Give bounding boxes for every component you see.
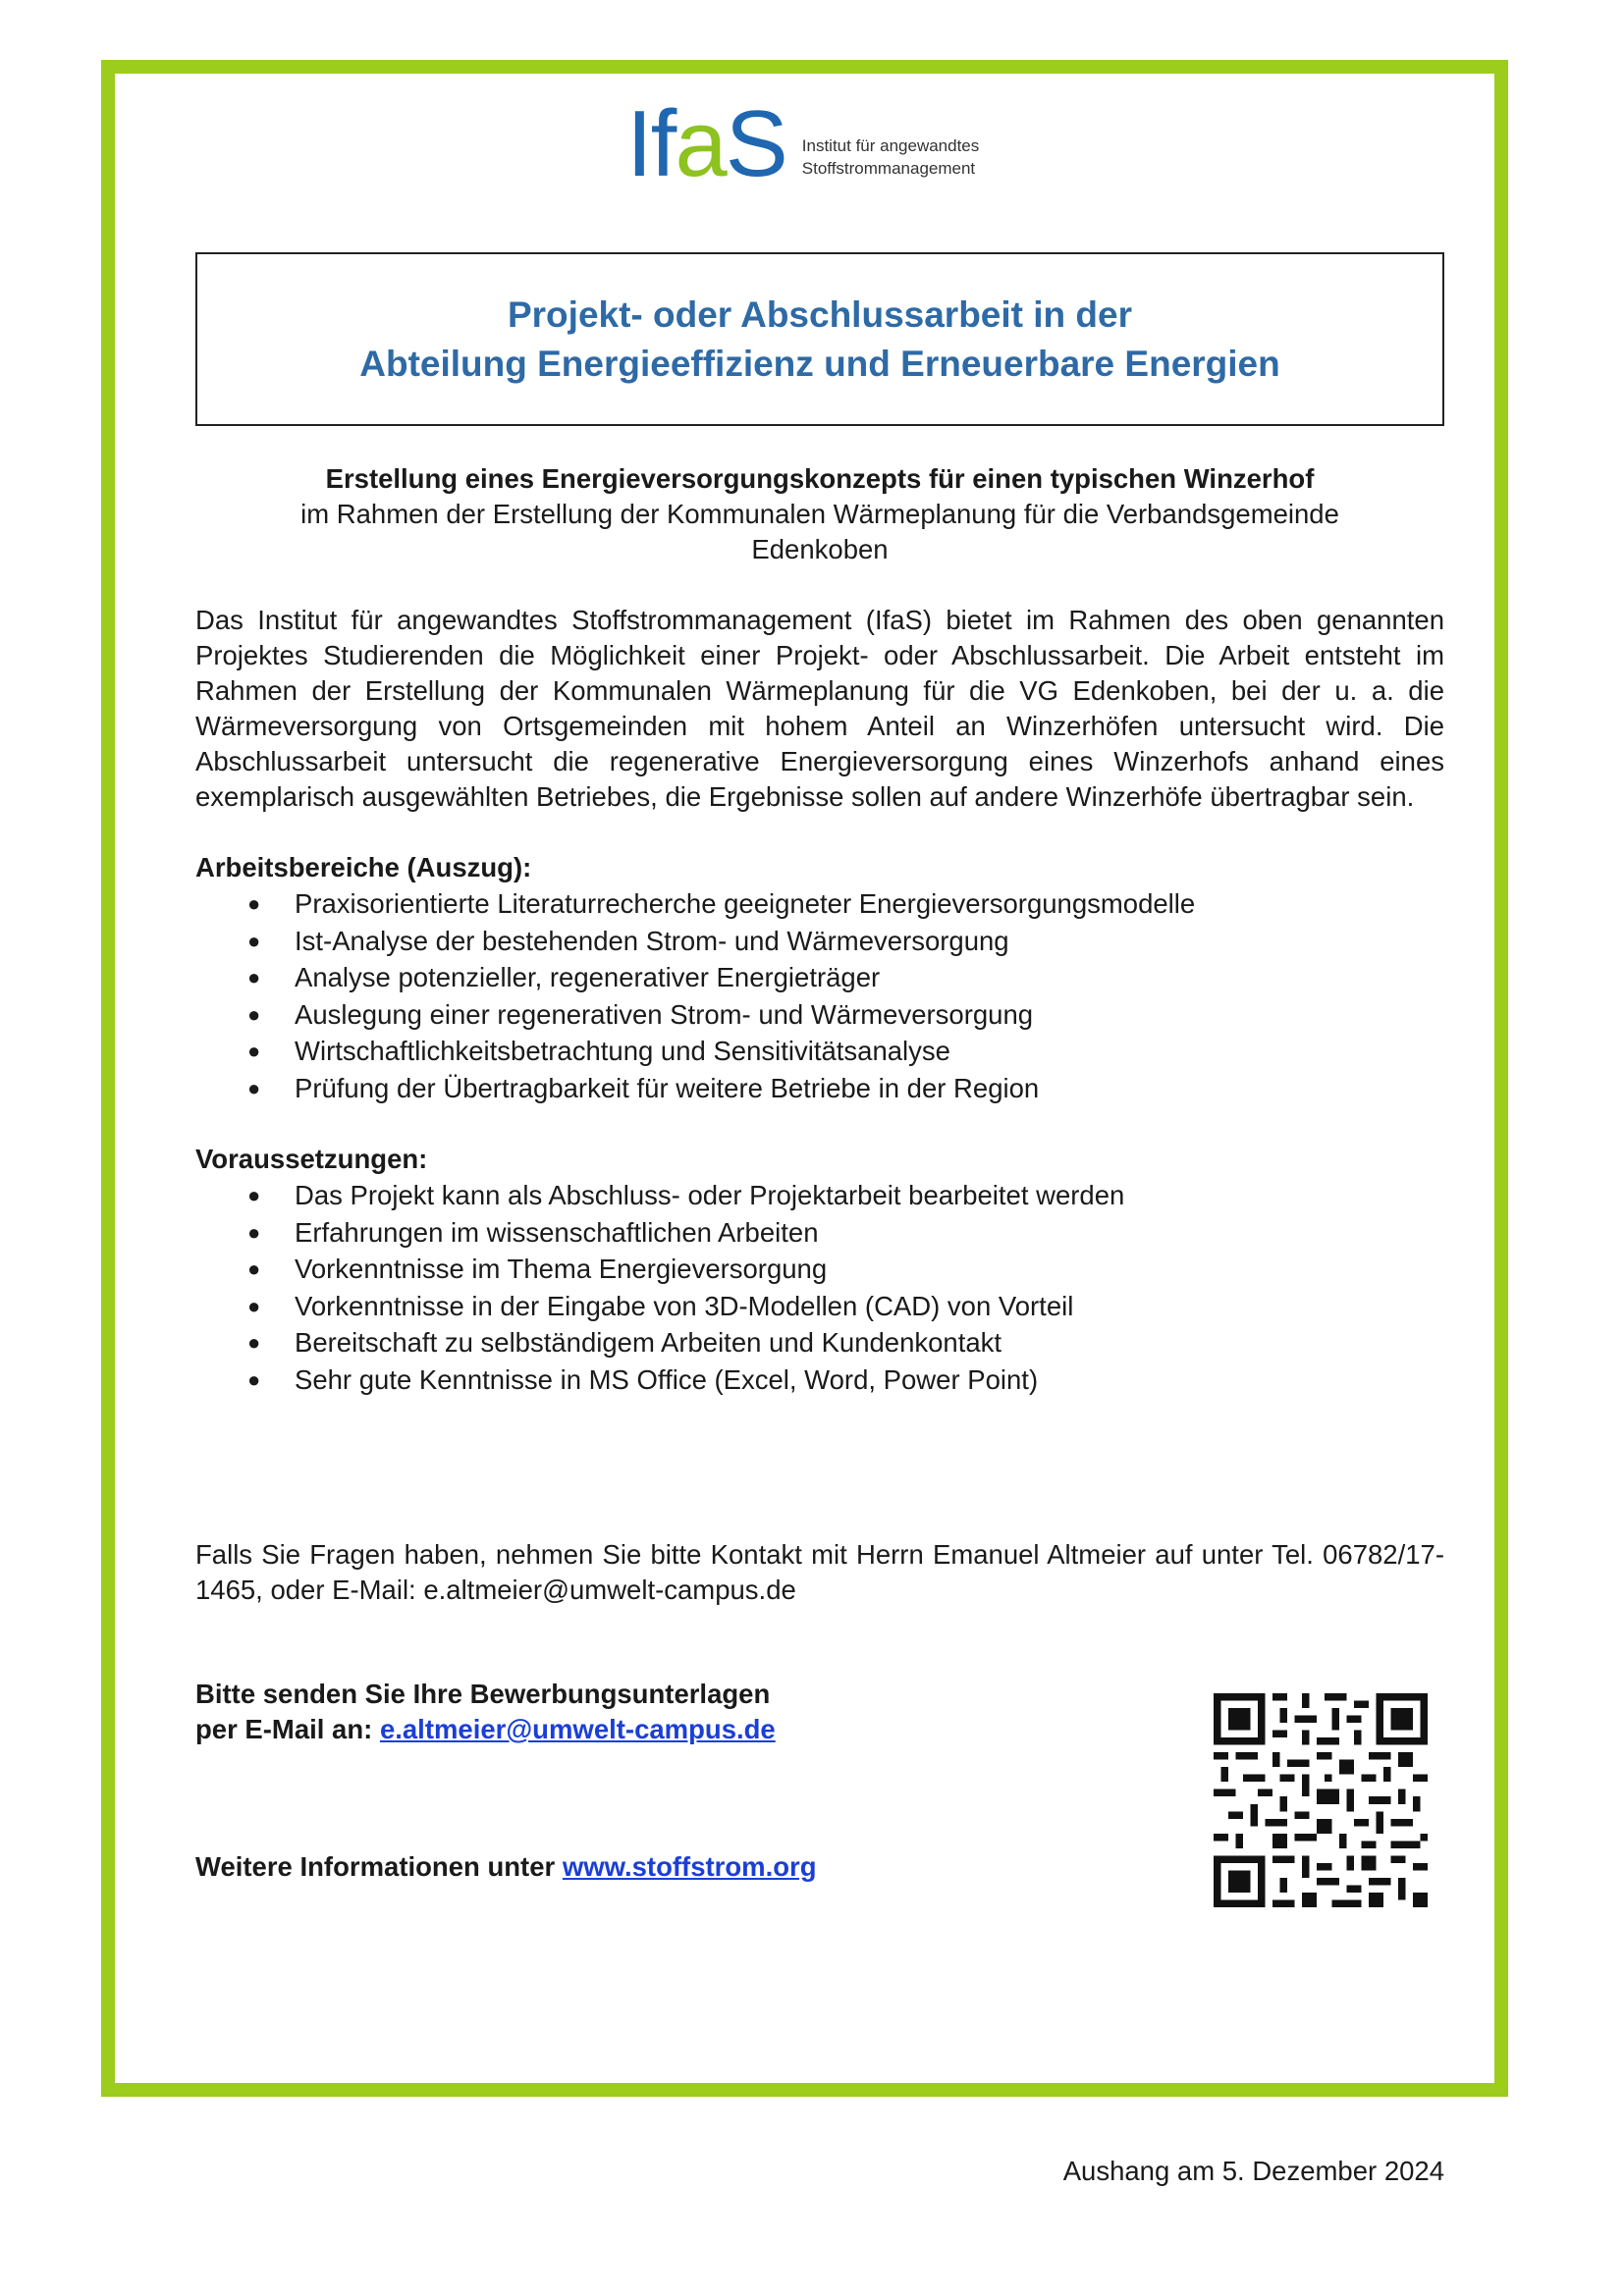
list-item bbox=[195, 1214, 1444, 1252]
subtitle-heading: Erstellung eines Energieversorgungskonzepts für einen typischen Winzerhof bbox=[325, 463, 1315, 494]
bullet-icon: ● bbox=[247, 1219, 261, 1245]
list-item bbox=[195, 1033, 1444, 1070]
list-item bbox=[195, 1362, 1444, 1399]
bullet-icon: ● bbox=[247, 1001, 261, 1027]
list-item-text: Prüfung der Übertragbarkeit für weitere Betriebe in der Region bbox=[295, 1072, 1040, 1103]
requirements-list bbox=[195, 1177, 1444, 1398]
bullet-icon: ● bbox=[247, 965, 261, 989]
qr-code-icon bbox=[1214, 1693, 1428, 1907]
more-info bbox=[195, 1849, 817, 1885]
more-info-prefix: Weitere Informationen unter bbox=[195, 1851, 563, 1882]
logo-subtitle-line2: Stoffstrommanagement bbox=[801, 159, 976, 178]
logo-subtitle-line1: Institut für angewandtes bbox=[801, 136, 980, 155]
apply-email-link[interactable]: e.altmeier@umwelt-campus.de bbox=[379, 1714, 776, 1744]
list-item-text: Vorkenntnisse in der Eingabe von 3D-Modellen (CAD) von Vorteil bbox=[295, 1290, 1074, 1321]
list-item bbox=[195, 885, 1444, 923]
list-item-text: Sehr gute Kenntnisse in MS Office (Excel, Word, Power Point) bbox=[295, 1363, 1039, 1395]
contact-paragraph: Falls Sie Fragen haben, nehmen Sie bitte Kontakt mit Herrn Emanuel Altmeier auf unter Tel. 06782/17-1465, oder E-Mail: e.altmeier@umwelt-campus.de bbox=[195, 1539, 1444, 1605]
logo-part-s: S bbox=[725, 91, 786, 196]
bullet-icon: ● bbox=[247, 1366, 261, 1392]
list-item bbox=[195, 1251, 1444, 1288]
list-item-text: Analyse potenzieller, regenerativer Energieträger bbox=[295, 962, 881, 992]
list-item-text: Wirtschaftlichkeitsbetrachtung und Sensitivitätsanalyse bbox=[295, 1036, 950, 1066]
ifas-logo bbox=[626, 90, 979, 198]
tasks-list bbox=[195, 885, 1444, 1106]
list-item bbox=[195, 1324, 1444, 1362]
list-item bbox=[195, 1177, 1444, 1214]
list-item-text: Erfahrungen im wissenschaftlichen Arbeiten bbox=[295, 1216, 819, 1248]
list-item bbox=[195, 923, 1444, 960]
title-line-2: Abteilung Energieeffizienz und Erneuerbare Energien bbox=[359, 343, 1280, 384]
logo-mark bbox=[626, 91, 786, 196]
list-item bbox=[195, 996, 1444, 1034]
title-box bbox=[195, 252, 1444, 426]
apply-prefix: per E-Mail an: bbox=[195, 1714, 380, 1744]
bullet-icon: ● bbox=[247, 891, 261, 916]
bullet-icon: ● bbox=[247, 1183, 261, 1207]
bullet-icon: ● bbox=[247, 1256, 261, 1281]
subtitle-line-3: Edenkoben bbox=[751, 534, 889, 564]
project-subtitle bbox=[195, 461, 1444, 567]
logo-subtitle bbox=[802, 134, 980, 180]
list-item-text: Ist-Analyse der bestehenden Strom- und Wärmeversorgung bbox=[295, 925, 1009, 956]
list-item-text: Auslegung einer regenerativen Strom- und Wärmeversorgung bbox=[295, 998, 1034, 1030]
tasks-heading: Arbeitsbereiche (Auszug): bbox=[195, 852, 532, 882]
title-line-1: Projekt- oder Abschlussarbeit in der bbox=[507, 294, 1132, 335]
list-item-text: Vorkenntnisse im Thema Energieversorgung bbox=[295, 1254, 828, 1284]
application-info bbox=[195, 1677, 776, 1747]
list-item bbox=[195, 1070, 1444, 1107]
list-item-text: Praxisorientierte Literaturrecherche geeigneter Energieversorgungsmodelle bbox=[295, 888, 1196, 919]
main-content bbox=[195, 461, 1444, 1398]
subtitle-line-2: im Rahmen der Erstellung der Kommunalen Wärmeplanung für die Verbandsgemeinde bbox=[300, 499, 1339, 529]
apply-line-1: Bitte senden Sie Ihre Bewerbungsunterlagen bbox=[195, 1679, 771, 1709]
requirements-heading: Voraussetzungen: bbox=[195, 1144, 428, 1174]
logo-part-a: a bbox=[675, 91, 726, 196]
bullet-icon: ● bbox=[247, 1293, 261, 1318]
logo-part-if: If bbox=[626, 91, 676, 196]
list-item bbox=[195, 1288, 1444, 1325]
website-link[interactable]: www.stoffstrom.org bbox=[562, 1851, 817, 1882]
intro-paragraph: Das Institut für angewandtes Stoffstrommanagement (IfaS) bietet im Rahmen des oben genannten Projektes Studierenden die Möglichkeit einer Projekt- oder Abschlussarbeit. Die Arbeit entsteht im Rahmen der Erstellung der Kommunalen Wärmeplanung für die VG Edenkoben, bei der u. a. die Wärmeversorgung von Ortsgemeinden mit hohem Anteil an Winzerhöfen untersucht wird. Die Abschlussarbeit untersucht die regenerative Energieversorgung eines Winzerhofs anhand eines exemplarisch ausgewählten Betriebes, die Ergebnisse sollen auf andere Winzerhöfe übertragbar sein. bbox=[195, 605, 1444, 812]
bullet-icon: ● bbox=[247, 928, 261, 953]
bullet-icon: ● bbox=[247, 1075, 261, 1100]
list-item bbox=[195, 959, 1444, 996]
posting-date: Aushang am 5. Dezember 2024 bbox=[1062, 2156, 1444, 2186]
list-item-text: Das Projekt kann als Abschluss- oder Projektarbeit bearbeitet werden bbox=[295, 1180, 1125, 1210]
bullet-icon: ● bbox=[247, 1039, 261, 1063]
bullet-icon: ● bbox=[247, 1330, 261, 1355]
apply-line-2 bbox=[195, 1712, 776, 1747]
list-item-text: Bereitschaft zu selbständigem Arbeiten und Kundenkontakt bbox=[295, 1327, 1002, 1358]
